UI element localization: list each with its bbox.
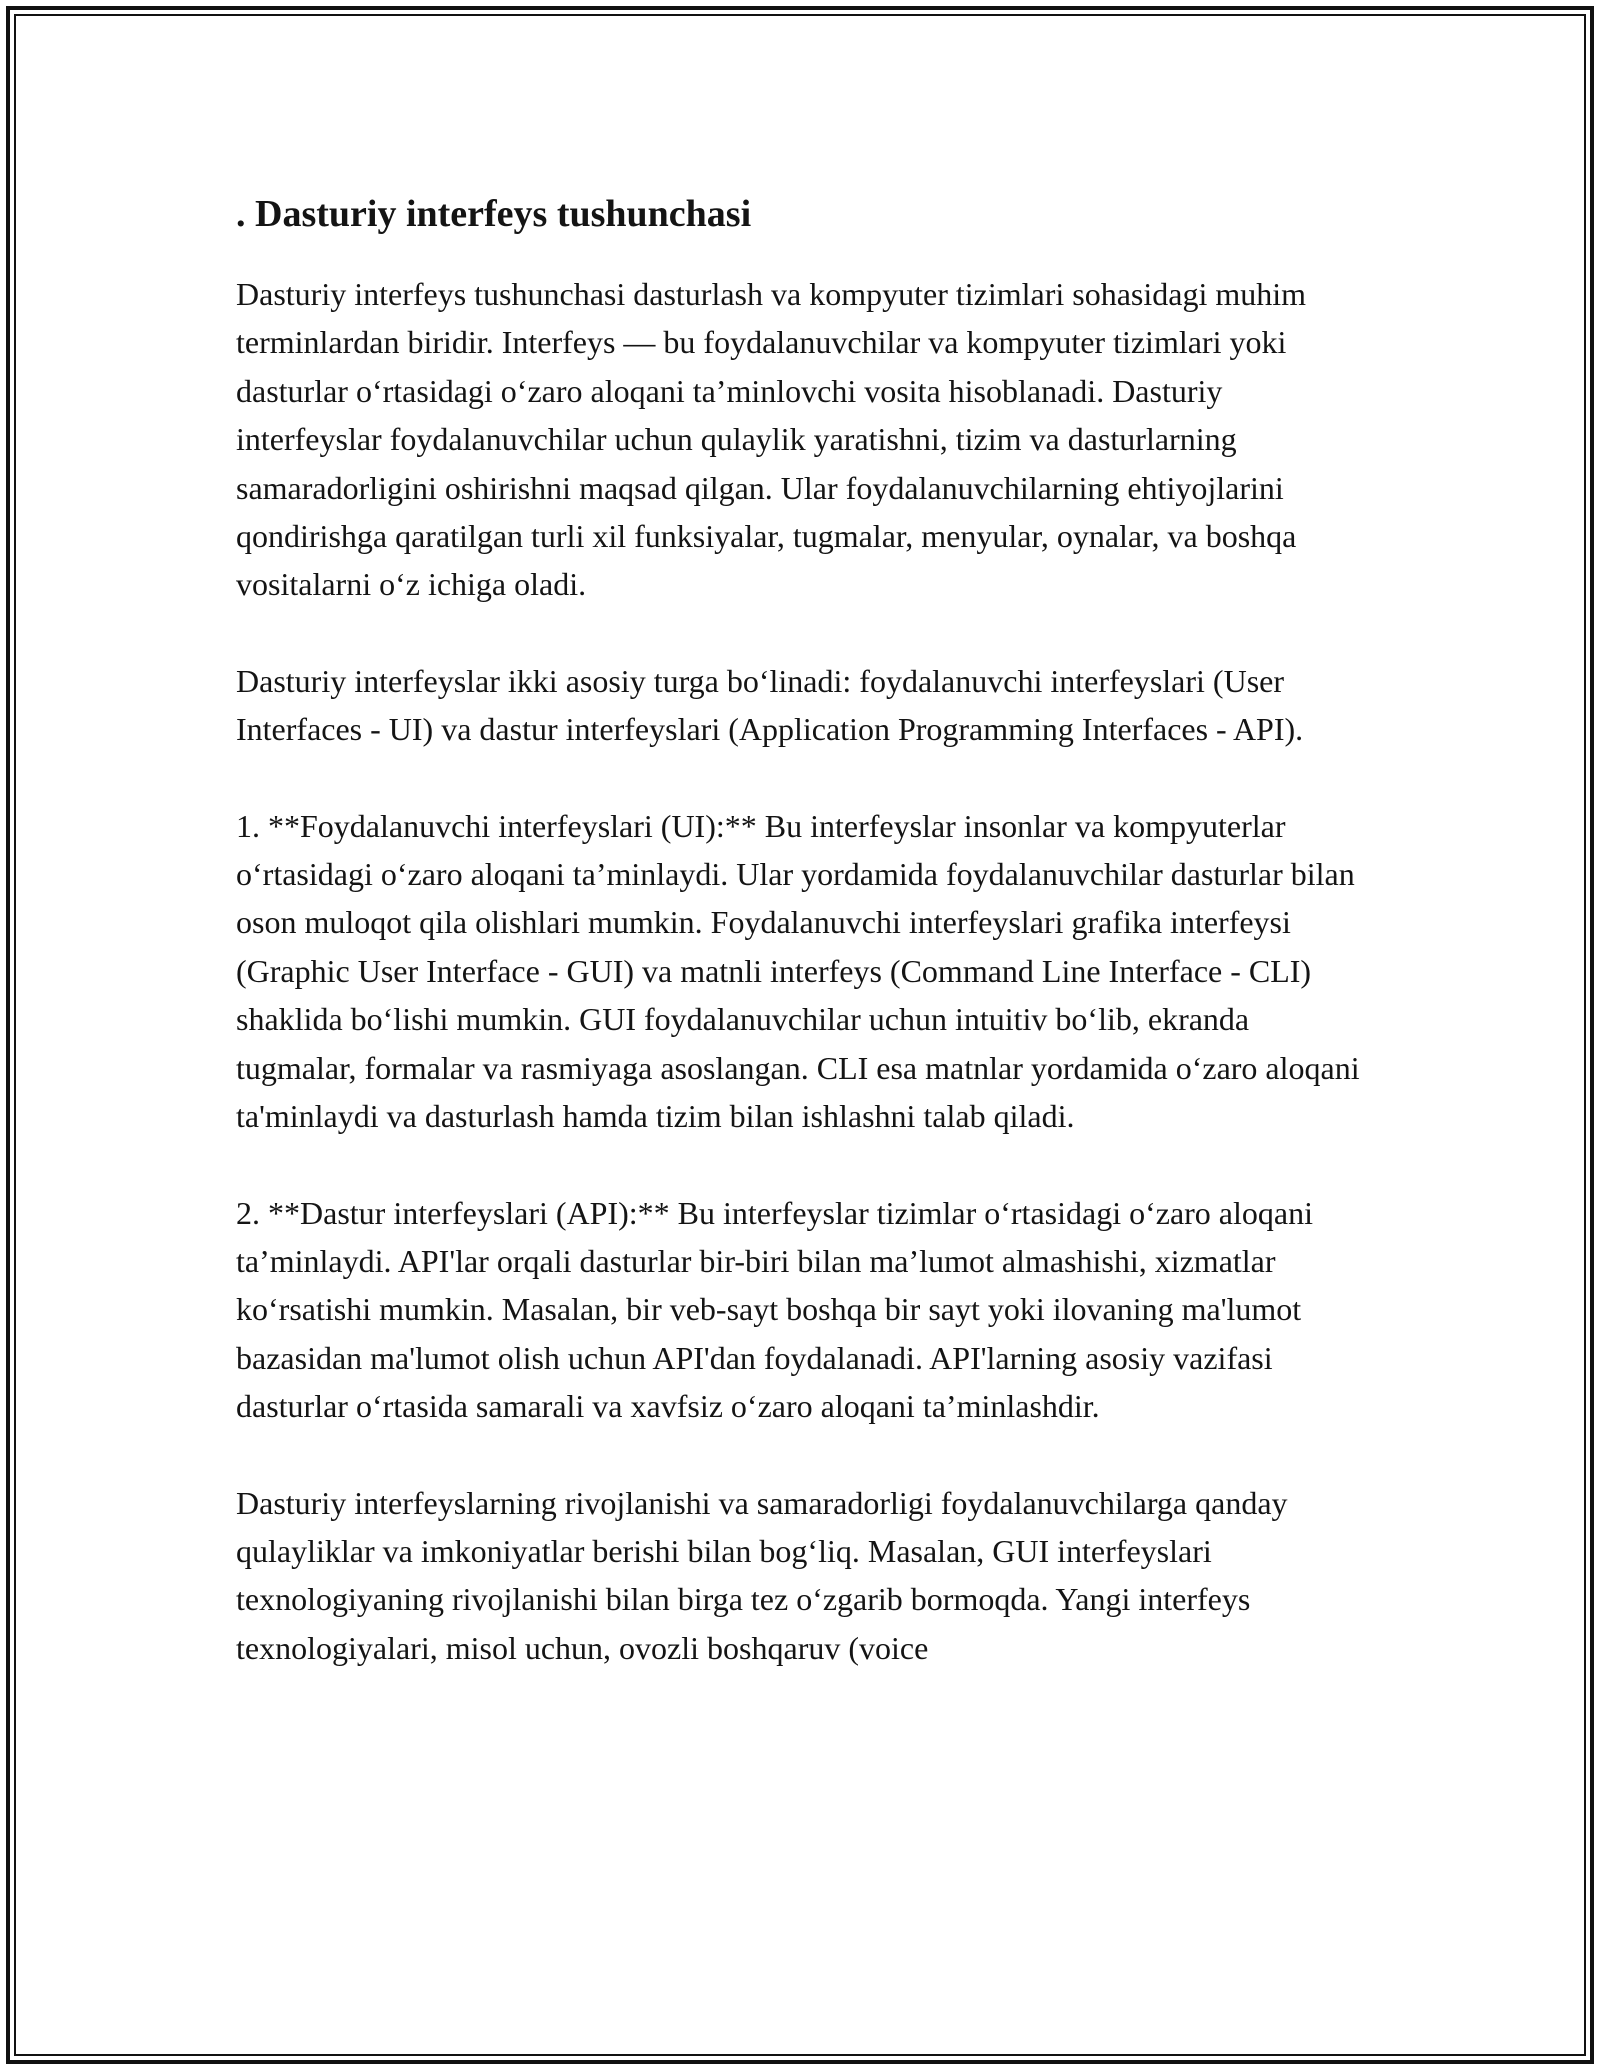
document-body [236, 186, 1376, 1672]
document-title: . Dasturiy interfeys tushunchasi [236, 193, 752, 235]
paragraph-user-interfaces: 1. **Foydalanuvchi interfeyslari (UI):** Bu interfeyslar insonlar va kompyuterlar o‘rtasidagi o‘zaro aloqani ta’minlaydi. Ular yordamida foydalanuvchilar dasturlar bilan oson muloqot qila olishlari mumkin. Foydalanuvchi interfeyslari grafika interfeysi (Graphic User Interface - GUI) va matnli interfeys (Command Line Interface - CLI) shaklida bo‘lishi mumkin. GUI foydalanuvchilar uchun intuitiv bo‘lib, ekranda tugmalar, formalar va rasmiyaga asoslangan. CLI esa matnlar yordamida o‘zaro aloqani ta'minlaydi va dasturlash hamda tizim bilan ishlashni talab qiladi. [236, 807, 1360, 1135]
paragraph-introduction: Dasturiy interfeys tushunchasi dasturlash va kompyuter tizimlari sohasidagi muhim terminlardan biridir. Interfeys — bu foydalanuvchilar va kompyuter tizimlari yoki dasturlar o‘rtasidagi o‘zaro aloqani ta’minlovchi vosita hisoblanadi. Dasturiy interfeyslar foydalanuvchilar uchun qulaylik yaratishni, tizim va dasturlarning samaradorligini oshirishni maqsad qilgan. Ular foydalanuvchilarning ehtiyojlarini qondirishga qaratilgan turli xil funksiyalar, tugmalar, menyular, oynalar, va boshqa vositalarni o‘z ichiga oladi. [236, 276, 1307, 603]
paragraph-interface-types: Dasturiy interfeyslar ikki asosiy turga bo‘linadi: foydalanuvchi interfeyslari (User Interfaces - UI) va dastur interfeyslari (Application Programming Interfaces - API). [236, 662, 1304, 748]
paragraph-application-interfaces: 2. **Dastur interfeyslari (API):** Bu interfeyslar tizimlar o‘rtasidagi o‘zaro aloqani ta’minlaydi. API'lar orqali dasturlar bir-biri bilan ma’lumot almashishi, xizmatlar ko‘rsatishi mumkin. Masalan, bir veb-sayt boshqa bir sayt yoki ilovaning ma'lumot bazasidan ma'lumot olish uchun API'dan foydalanadi. API'larning asosiy vazifasi dasturlar o‘rtasida samarali va xavfsiz o‘zaro aloqani ta’minlashdir. [236, 1194, 1313, 1425]
paragraph-interface-development: Dasturiy interfeyslarning rivojlanishi va samaradorligi foydalanuvchilarga qanday qulayliklar va imkoniyatlar berishi bilan bog‘liq. Masalan, GUI interfeyslari texnologiyaning rivojlanishi bilan birga tez o‘zgarib bormoqda. Yangi interfeys texnologiyalari, misol uchun, ovozli boshqaruv (voice [236, 1484, 1288, 1666]
